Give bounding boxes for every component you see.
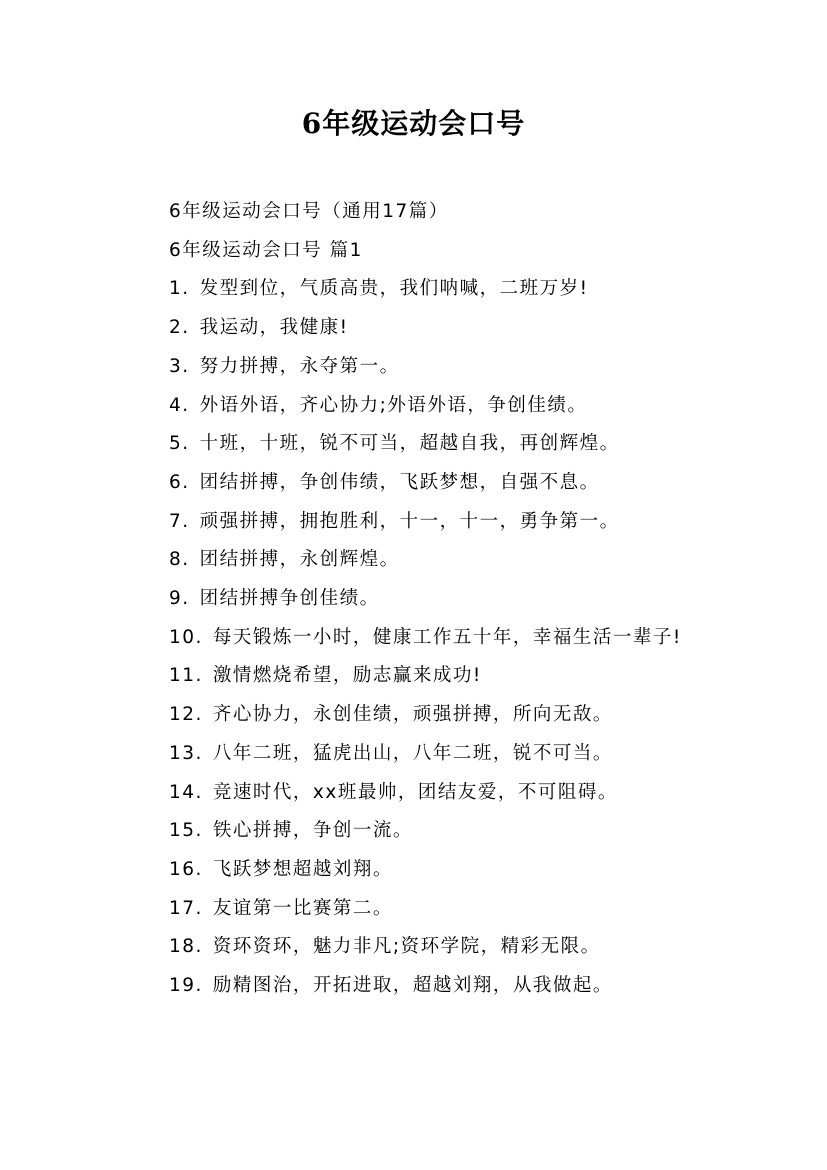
item-text: 外语外语，齐心协力;外语外语，争创佳绩。 — [199, 394, 588, 416]
item-number: 9. — [169, 588, 190, 610]
slogan-item — [127, 928, 707, 967]
item-text: 飞跃梦想超越刘翔。 — [212, 858, 393, 880]
item-number: 16. — [169, 858, 203, 880]
item-text: 努力拼搏，永夺第一。 — [199, 355, 400, 377]
item-number: 13. — [169, 742, 203, 764]
slogan-item — [127, 696, 707, 735]
item-number: 3. — [169, 355, 190, 377]
slogan-item — [127, 967, 707, 1006]
item-text: 每天锻炼一小时，健康工作五十年，幸福生活一辈子! — [212, 626, 682, 648]
item-number: 11. — [169, 665, 203, 687]
slogan-item — [127, 735, 707, 774]
item-text: 资环资环，魅力非凡;资环学院，精彩无限。 — [212, 936, 601, 958]
section-heading: 6年级运动会口号 篇1 — [169, 239, 363, 261]
item-text: 发型到位，气质高贵，我们呐喊，二班万岁! — [199, 278, 589, 300]
item-text: 八年二班，猛虎出山，八年二班，锐不可当。 — [212, 742, 613, 764]
item-number: 12. — [169, 704, 203, 726]
item-number: 14. — [169, 781, 203, 803]
slogan-item — [127, 812, 707, 851]
item-text: 团结拼搏，永创辉煌。 — [199, 549, 400, 571]
item-text: 十班，十班，锐不可当，超越自我，再创辉煌。 — [199, 433, 620, 455]
slogan-item — [127, 541, 707, 580]
item-number: 19. — [169, 975, 203, 997]
slogan-item — [127, 270, 707, 309]
slogan-item — [127, 348, 707, 387]
item-number: 4. — [169, 394, 190, 416]
item-text: 团结拼搏，争创伟绩，飞跃梦想，自强不息。 — [199, 471, 600, 493]
slogan-item — [127, 619, 707, 658]
item-number: 10. — [169, 626, 203, 648]
document-subtitle: 6年级运动会口号（通用17篇） — [169, 201, 449, 222]
item-text: 顽强拼搏，拥抱胜利，十一，十一，勇争第一。 — [199, 510, 620, 532]
slogan-item — [127, 774, 707, 813]
item-text: 齐心协力，永创佳绩，顽强拼搏，所向无敌。 — [212, 704, 613, 726]
slogan-item — [127, 387, 707, 426]
document-title: 6年级运动会口号 — [301, 107, 526, 140]
slogan-item — [127, 851, 707, 890]
item-text: 友谊第一比赛第二。 — [212, 897, 393, 919]
item-text: 团结拼搏争创佳绩。 — [199, 588, 380, 610]
item-number: 18. — [169, 936, 203, 958]
slogan-item — [127, 580, 707, 619]
item-number: 5. — [169, 433, 190, 455]
slogan-item — [127, 657, 707, 696]
item-number: 15. — [169, 820, 203, 842]
item-number: 17. — [169, 897, 203, 919]
item-text: 铁心拼搏，争创一流。 — [212, 820, 413, 842]
item-number: 2. — [169, 317, 190, 339]
slogan-item — [127, 503, 707, 542]
item-text: 励精图治，开拓进取，超越刘翔，从我做起。 — [212, 975, 613, 997]
slogan-item — [127, 890, 707, 929]
document-body — [127, 193, 707, 1006]
item-text: 我运动，我健康! — [199, 317, 349, 339]
item-number: 7. — [169, 510, 190, 532]
item-number: 6. — [169, 471, 190, 493]
item-number: 8. — [169, 549, 190, 571]
item-text: 激情燃烧希望，励志赢来成功! — [212, 665, 482, 687]
slogan-item — [127, 425, 707, 464]
slogan-item — [127, 309, 707, 348]
item-number: 1. — [169, 278, 190, 300]
slogan-item — [127, 464, 707, 503]
item-text: 竞速时代，xx班最帅，团结友爱，不可阻碍。 — [212, 781, 618, 803]
